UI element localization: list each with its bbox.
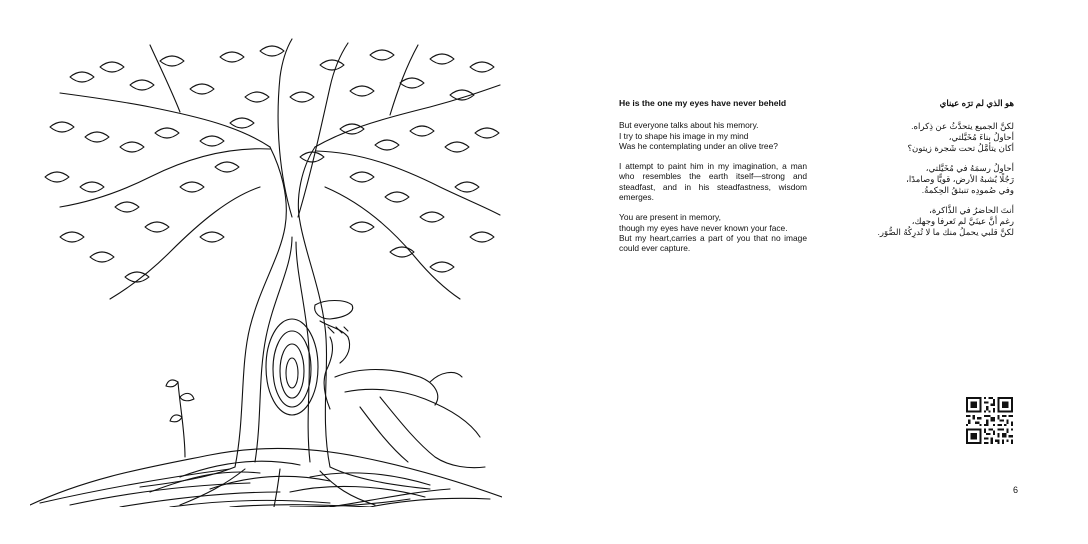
- arabic-stanza-3: [840, 205, 1014, 238]
- arabic-line: رغم أنَّ عينَيَّ لم تَعرفا وجهك،: [911, 216, 1014, 226]
- arabic-poem-title: هو الذي لم ترَه عيناي: [939, 98, 1014, 108]
- tree-trunk-icon: [140, 147, 430, 507]
- arabic-stanza-2: [840, 163, 1014, 196]
- english-stanza-2: [619, 161, 807, 202]
- english-stanza-1: [619, 120, 807, 151]
- arabic-line: وفي صُمودِه تنبثقُ الحِكمةُ.: [921, 185, 1014, 195]
- english-line: But everyone talks about his memory.: [619, 120, 759, 131]
- english-poem: [619, 98, 807, 264]
- english-line: Was he contemplating under an olive tree?: [619, 140, 778, 151]
- english-line: I attempt to paint him in my imagination, a man who resembles the earth itself—strong and steadfast, and in his steadfastness, wisdom emerges.: [619, 161, 807, 203]
- arabic-line: أكان يتأمَّلُ تحت شَجرة زيتون؟: [907, 143, 1014, 153]
- olive-tree-illustration: [30, 37, 502, 507]
- small-plant-icon: [166, 380, 194, 457]
- english-line: But my heart,carries a part of you that no image could ever capture.: [619, 232, 807, 254]
- english-stanza-3: [619, 212, 807, 253]
- seated-figure-icon: [315, 301, 485, 468]
- olive-leaves-icon: [45, 46, 499, 282]
- arabic-line: لكنَّ الجميع يتحدَّثُ عن ذِكراه.: [911, 121, 1014, 131]
- arabic-stanza-1: [840, 121, 1014, 154]
- qr-code-icon[interactable]: [966, 397, 1013, 444]
- arabic-line: أنتَ الحاضرُ في الذَّاكرة،: [929, 205, 1014, 215]
- arabic-line: أحاولُ بناءَ مُخَيَّلتي،: [948, 132, 1014, 142]
- arabic-poem: [840, 98, 1014, 247]
- english-line: You are present in memory,: [619, 212, 721, 223]
- tree-branches-icon: [60, 39, 500, 299]
- english-poem-title: He is the one my eyes have never beheld: [619, 98, 787, 108]
- english-line: I try to shape his image in my mind: [619, 130, 749, 141]
- arabic-line: رَجُلًا يُشبهُ الأرض، قويًّا وصامدًا،: [906, 174, 1014, 184]
- page-number: 6: [1012, 485, 1018, 495]
- ground-lines-icon: [30, 448, 502, 507]
- arabic-line: لكنَّ قلبي يحملُ منك ما لا تُدرِكُهُ الصُّوَر.: [877, 227, 1014, 237]
- arabic-line: أحاولُ رسمَهُ في مُخَيَّلتي،: [925, 163, 1014, 173]
- english-line: though my eyes have never known your face.: [619, 222, 788, 233]
